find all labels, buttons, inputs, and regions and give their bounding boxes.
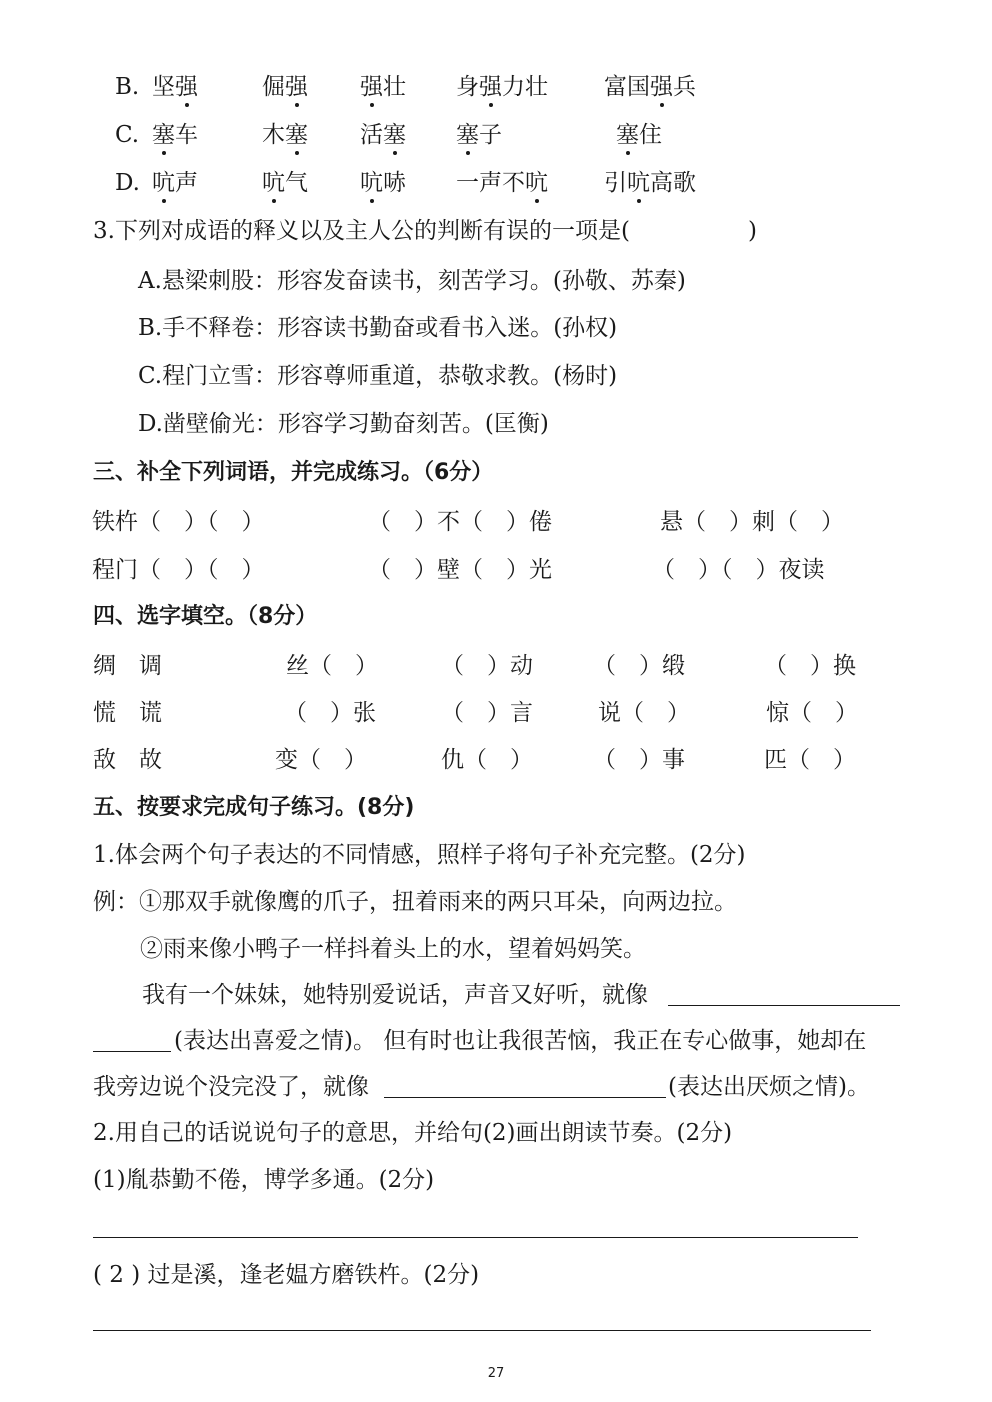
para-text: (表达出喜爱之情)。 但有时也让我很苦恼，我正在专心做事，她却在 — [174, 1028, 867, 1054]
idiom-fill: 程门（ ）（ ） — [92, 557, 265, 583]
word: 吭气 — [262, 170, 308, 196]
q3-stem-text: 3.下列对成语的释义以及主人公的判断有误的一项是( — [93, 218, 630, 244]
word: 吭哧 — [360, 170, 406, 196]
idiom-fill: 铁杵（ ）（ ） — [92, 509, 265, 535]
word: 一声不吭 — [456, 170, 548, 196]
fill-item: （ ）张 — [284, 700, 376, 726]
word: 木塞 — [262, 122, 308, 148]
word: 引吭高歌 — [604, 170, 696, 196]
idiom-fill: （ ）（ ）夜读 — [652, 557, 825, 583]
fill-item: 说（ ） — [598, 700, 690, 726]
option-letter: B. — [115, 74, 140, 100]
fill-item: 仇（ ） — [441, 747, 533, 773]
char-pair: 慌 谎 — [93, 700, 162, 726]
word: 身强力壮 — [456, 74, 548, 100]
fill-item: 变（ ） — [275, 747, 367, 773]
question-text: 1.体会两个句子表达的不同情感，照样子将句子补充完整。(2分) — [93, 842, 746, 868]
example-text: 例：①那双手就像鹰的爪子，扭着雨来的两只耳朵，向两边拉。 — [93, 889, 737, 915]
sentence-text: ( 2 ) 过是溪，逢老媪方磨铁杵。(2分) — [93, 1262, 480, 1288]
word: 倔强 — [262, 74, 308, 100]
idiom-fill: （ ）不（ ）倦 — [368, 509, 552, 535]
option-text: C.程门立雪：形容尊师重道，恭敬求教。(杨时) — [138, 363, 618, 389]
section-title-text: 四、选字填空。（8分） — [93, 604, 318, 629]
fill-item: 丝（ ） — [286, 653, 378, 679]
para-text: 我有一个妹妹，她特别爱说话，声音又好听，就像 — [142, 982, 648, 1008]
question-text: 2.用自己的话说说句子的意思，并给句(2)画出朗读节奏。(2分) — [93, 1120, 733, 1146]
fill-item: （ ）言 — [441, 700, 533, 726]
option-text: B.手不释卷：形容读书勤奋或看书入迷。(孙权) — [138, 315, 618, 341]
example-text: ②雨来像小鸭子一样抖着头上的水，望着妈妈笑。 — [140, 936, 646, 962]
option-letter: C. — [115, 122, 140, 148]
word: 塞住 — [616, 122, 662, 148]
word: 富国强兵 — [604, 74, 696, 100]
para-text: (表达出厌烦之情)。 — [668, 1074, 870, 1100]
answer-blank[interactable] — [93, 1029, 171, 1052]
section-title-text: 五、按要求完成句子练习。(8分) — [93, 795, 415, 820]
idiom-fill: （ ）壁（ ）光 — [368, 557, 552, 583]
answer-paren-close: ) — [748, 218, 757, 244]
answer-line[interactable] — [93, 1237, 858, 1238]
sentence-text: (1)胤恭勤不倦，博学多通。(2分) — [93, 1167, 435, 1193]
answer-line[interactable] — [93, 1330, 871, 1331]
option-text: A.悬梁刺股：形容发奋读书，刻苦学习。(孙敬、苏秦) — [138, 268, 686, 294]
char-pair: 敌 故 — [93, 747, 162, 773]
char-pair: 绸 调 — [93, 653, 162, 679]
para-text: 我旁边说个没完没了，就像 — [93, 1074, 369, 1100]
word: 活塞 — [360, 122, 406, 148]
fill-item: （ ）缎 — [593, 653, 685, 679]
answer-blank[interactable] — [384, 1075, 666, 1098]
word: 吭声 — [152, 170, 198, 196]
fill-item: （ ）换 — [764, 653, 856, 679]
answer-blank[interactable] — [668, 983, 900, 1006]
idiom-fill: 悬（ ）刺（ ） — [660, 509, 844, 535]
section-title-text: 三、补全下列词语，并完成练习。（6分） — [93, 460, 494, 485]
fill-item: （ ）动 — [441, 653, 533, 679]
fill-item: 匹（ ） — [764, 747, 856, 773]
option-text: D.凿壁偷光：形容学习勤奋刻苦。(匡衡) — [138, 411, 549, 437]
word: 塞子 — [456, 122, 502, 148]
option-letter: D. — [115, 170, 140, 196]
page-number: 27 — [487, 1366, 505, 1381]
word: 强壮 — [360, 74, 406, 100]
fill-item: （ ）事 — [593, 747, 685, 773]
fill-item: 惊（ ） — [766, 700, 858, 726]
word: 塞车 — [152, 122, 198, 148]
word: 坚强 — [152, 74, 198, 100]
